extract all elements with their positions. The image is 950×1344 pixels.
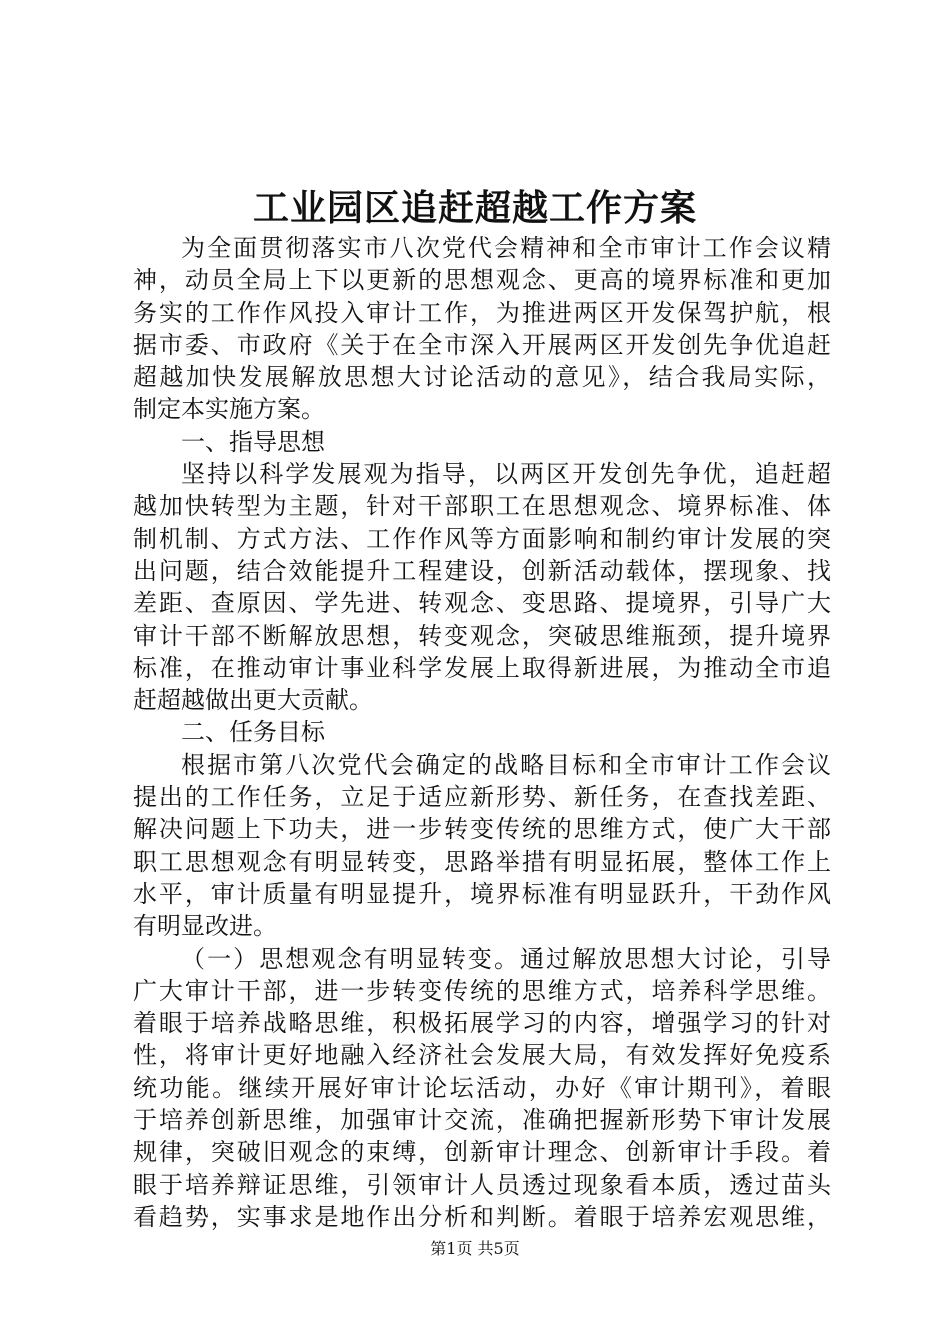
section-heading: 一、指导思想 [181, 427, 325, 456]
body-line: 为全面贯彻落实市八次党代会精神和全市审计工作会议精 [181, 234, 831, 262]
body-line: 水平，审计质量有明显提升，境界标准有明显跃升，干劲作风 [133, 879, 831, 908]
body-line: 着眼于培养战略思维，积极拓展学习的内容，增强学习的针对 [133, 1009, 831, 1038]
body-line: 眼于培养辩证思维，引领审计人员透过现象看本质，透过苗头 [133, 1170, 831, 1199]
body-line: 于培养创新思维，加强审计交流，准确把握新形势下审计发展 [133, 1106, 831, 1135]
body-line: 根据市第八次党代会确定的战略目标和全市审计工作会议 [181, 750, 831, 779]
body-line: 差距、查原因、学先进、转观念、变思路、提境界，引导广大 [133, 589, 831, 618]
body-line: （一）思想观念有明显转变。通过解放思想大讨论，引导 [181, 944, 831, 973]
body-line: 神，动员全局上下以更新的思想观念、更高的境界标准和更加 [133, 266, 831, 295]
body-line: 广大审计干部，进一步转变传统的思维方式，培养科学思维。 [133, 976, 831, 1005]
body-line: 性，将审计更好地融入经济社会发展大局，有效发挥好免疫系 [133, 1041, 831, 1070]
body-line: 统功能。继续开展好审计论坛活动，办好《审计期刊》，着眼 [133, 1073, 831, 1102]
section-heading: 二、任务目标 [181, 718, 325, 747]
body-line: 标准，在推动审计事业科学发展上取得新进展，为推动全市追 [133, 653, 831, 682]
body-line: 坚持以科学发展观为指导，以两区开发创先争优，追赶超 [181, 460, 831, 489]
document-title: 工业园区追赶超越工作方案 [252, 187, 697, 229]
body-line: 赶超越做出更大贡献。 [133, 686, 373, 715]
body-line: 务实的工作作风投入审计工作，为推进两区开发保驾护航，根 [133, 298, 831, 327]
body-line: 越加快转型为主题，针对干部职工在思想观念、境界标准、体 [133, 492, 831, 521]
body-line: 规律，突破旧观念的束缚，创新审计理念、创新审计手段。着 [133, 1138, 831, 1167]
body-line: 出问题，结合效能提升工程建设，创新活动载体，摆现象、找 [133, 556, 831, 585]
body-line: 制定本实施方案。 [133, 395, 325, 424]
body-line: 审计干部不断解放思想，转变观念，突破思维瓶颈，提升境界 [133, 621, 831, 650]
page-footer: 第1页 共5页 [430, 1239, 520, 1258]
body-line: 看趋势，实事求是地作出分析和判断。着眼于培养宏观思维， [133, 1202, 831, 1231]
body-line: 提出的工作任务，立足于适应新形势、新任务，在查找差距、 [133, 783, 831, 812]
body-line: 制机制、方式方法、工作作风等方面影响和制约审计发展的突 [133, 524, 831, 553]
document-body [133, 232, 831, 1233]
body-line: 据市委、市政府《关于在全市深入开展两区开发创先争优追赶 [133, 330, 831, 359]
body-line: 超越加快发展解放思想大讨论活动的意见》，结合我局实际， [133, 363, 831, 392]
body-line: 解决问题上下功夫，进一步转变传统的思维方式，使广大干部 [133, 815, 831, 844]
body-line: 有明显改进。 [133, 912, 277, 941]
body-line: 职工思想观念有明显转变，思路举措有明显拓展，整体工作上 [133, 847, 831, 876]
